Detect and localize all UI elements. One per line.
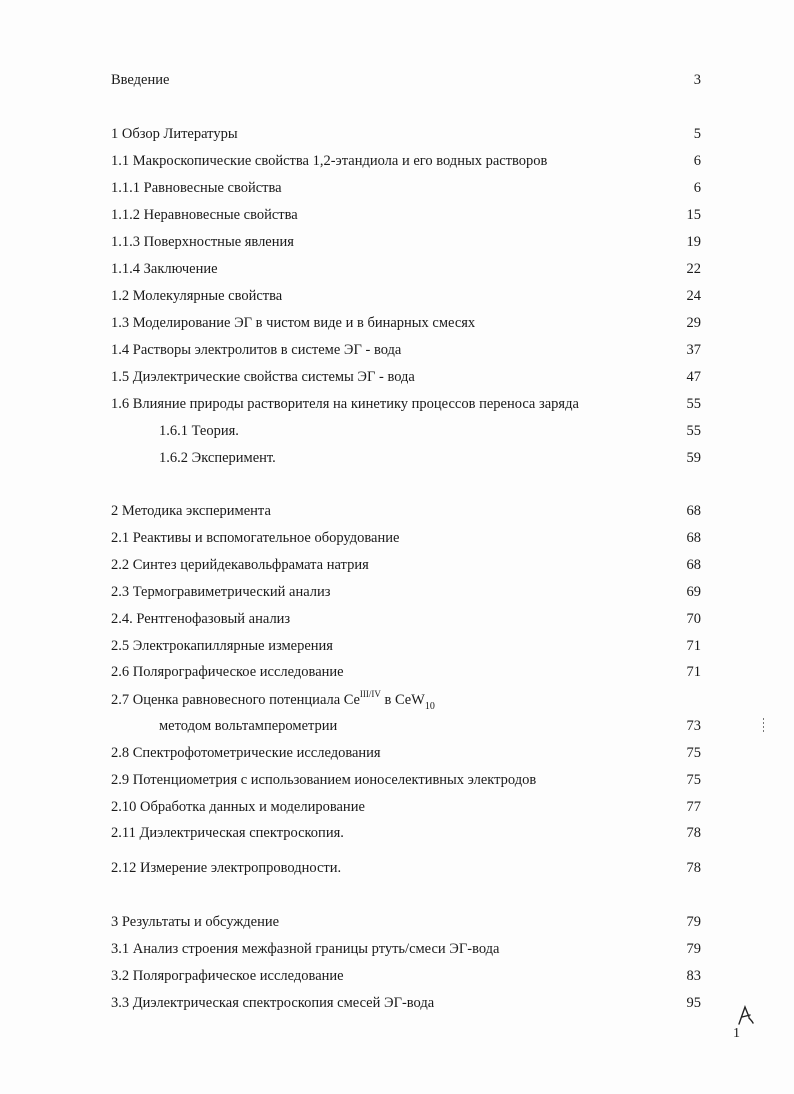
page-number: 1	[733, 1026, 740, 1041]
toc-entry-title: 1 Обзор Литературы	[111, 126, 238, 142]
toc-entry-title: 1.2 Молекулярные свойства	[111, 288, 283, 304]
toc-entry-page: 95	[686, 995, 701, 1011]
toc-entry-3-2	[111, 965, 701, 987]
toc-entry-chapter-1	[111, 123, 701, 145]
toc-entry-page: 83	[686, 968, 701, 984]
toc-entry-1-1-1	[111, 177, 701, 199]
scan-artifact-icon	[761, 717, 766, 733]
toc-entry-2-2	[111, 554, 701, 576]
toc-entry-1-4	[111, 339, 701, 361]
toc-entry-title: 1.1 Макроскопические свойства 1,2-этандиола и его водных растворов	[111, 153, 548, 169]
toc-entry-1-1-3	[111, 231, 701, 253]
toc-entry-page: 68	[686, 530, 701, 546]
toc-entry-page: 6	[693, 153, 701, 169]
toc-entry-title: 1.6 Влияние природы растворителя на кинетику процессов переноса заряда	[111, 396, 579, 412]
toc-entry-page: 71	[686, 664, 701, 680]
toc-entry-page: 68	[686, 503, 701, 519]
toc-entry-title: 2.6 Полярографическое исследование	[111, 664, 344, 680]
toc-entry-3-1	[111, 938, 701, 960]
toc-entry-title: 1.1.1 Равновесные свойства	[111, 180, 282, 196]
toc-entry-page: 79	[686, 941, 701, 957]
toc-entry-1-6-1	[159, 420, 701, 442]
toc-entry-page: 68	[686, 557, 701, 573]
toc-entry-page: 19	[686, 234, 701, 250]
toc-entry-2-1	[111, 527, 701, 549]
toc-entry-page: 55	[686, 396, 701, 412]
toc-entry-2-9	[111, 769, 701, 791]
toc-entry-chapter-3	[111, 911, 701, 933]
toc-entry-2-12	[111, 857, 701, 879]
toc-entry-title: 1.1.3 Поверхностные явления	[111, 234, 294, 250]
toc-entry-page: 75	[686, 772, 701, 788]
toc-entry-page: 77	[686, 799, 701, 815]
toc-entry-2-6	[111, 661, 701, 683]
toc-entry-page: 75	[686, 745, 701, 761]
toc-entry-title: 2.10 Обработка данных и моделирование	[111, 799, 365, 815]
toc-entry-2-7-cont	[159, 715, 701, 737]
toc-entry-title: 2.2 Синтез церийдекавольфрамата натрия	[111, 557, 369, 573]
toc-entry-title: 2.7 Оценка равновесного потенциала $Ce^{III/IV}$ в CeW$_{10}$	[111, 689, 435, 712]
toc-entry-page: 55	[686, 423, 701, 439]
toc-entry-1-2	[111, 285, 701, 307]
toc-entry-2-8	[111, 742, 701, 764]
toc-entry-page: 71	[686, 638, 701, 654]
toc-entry-title: 1.6.2 Эксперимент.	[159, 450, 276, 466]
toc-entry-page: 47	[686, 369, 701, 385]
toc-entry-title: 3.1 Анализ строения межфазной границы ртуть/смеси ЭГ-вода	[111, 941, 500, 957]
toc-entry-title: 2.12 Измерение электропроводности.	[111, 860, 342, 876]
toc-entry-title: 2.9 Потенциометрия с использованием ионоселективных электродов	[111, 772, 537, 788]
toc-entry-3-3	[111, 992, 701, 1014]
toc-entry-page: 15	[686, 207, 701, 223]
toc-entry-page: 59	[686, 450, 701, 466]
toc-entry-title: 3.2 Полярографическое исследование	[111, 968, 344, 984]
toc-entry-2-11	[111, 822, 701, 844]
toc-entry-page: 70	[686, 611, 701, 627]
toc-entry-title: методом вольтамперометрии	[159, 718, 338, 734]
toc-entry-1-1-2	[111, 204, 701, 226]
toc-entry-1-3	[111, 312, 701, 334]
toc-entry-title: 1.1.4 Заключение	[111, 261, 218, 277]
toc-entry-page: 24	[686, 288, 701, 304]
toc-entry-page: 22	[686, 261, 701, 277]
toc-entry-title: 2.8 Спектрофотометрические исследования	[111, 745, 381, 761]
toc-entry-2-7	[111, 689, 701, 711]
toc-entry-page: 6	[693, 180, 701, 196]
toc-entry-title: 1.5 Диэлектрические свойства системы ЭГ - вода	[111, 369, 415, 385]
toc-entry-2-3	[111, 581, 701, 603]
toc-entry-page: 5	[693, 126, 701, 142]
toc-entry-title: 1.6.1 Теория.	[159, 423, 239, 439]
toc-entry-page: 37	[686, 342, 701, 358]
toc-entry-page: 69	[686, 584, 701, 600]
toc-entry-page: 3	[693, 72, 701, 88]
toc-entry-introduction	[111, 69, 701, 91]
toc-entry-page: 79	[686, 914, 701, 930]
toc-entry-page: 78	[686, 860, 701, 876]
toc-entry-title: 3 Результаты и обсуждение	[111, 914, 280, 930]
toc-entry-title: 2.4. Рентгенофазовый анализ	[111, 611, 291, 627]
toc-entry-title: 3.3 Диэлектрическая спектроскопия смесей ЭГ-вода	[111, 995, 435, 1011]
toc-entry-title: 2.3 Термогравиметрический анализ	[111, 584, 331, 600]
toc-entry-1-6-2	[159, 447, 701, 469]
handwritten-mark-icon	[737, 1004, 755, 1026]
toc-entry-title: 2.11 Диэлектрическая спектроскопия.	[111, 825, 344, 841]
toc-entry-chapter-2	[111, 500, 701, 522]
toc-entry-1-1	[111, 150, 701, 172]
toc-entry-page: 78	[686, 825, 701, 841]
toc-entry-title: 2 Методика эксперимента	[111, 503, 271, 519]
toc-entry-1-5	[111, 366, 701, 388]
toc-entry-2-4	[111, 608, 701, 630]
toc-entry-page: 29	[686, 315, 701, 331]
toc-entry-title: 2.1 Реактивы и вспомогательное оборудование	[111, 530, 400, 546]
toc-entry-title: 1.3 Моделирование ЭГ в чистом виде и в бинарных смесях	[111, 315, 476, 331]
toc-entry-title: 2.5 Электрокапиллярные измерения	[111, 638, 333, 654]
toc-entry-title: Введение	[111, 72, 170, 88]
toc-entry-2-10	[111, 796, 701, 818]
toc-entry-1-1-4	[111, 258, 701, 280]
toc-entry-title: 1.1.2 Неравновесные свойства	[111, 207, 298, 223]
toc-entry-title: 1.4 Растворы электролитов в системе ЭГ - вода	[111, 342, 402, 358]
toc-entry-page: 73	[686, 718, 701, 734]
toc-entry-2-5	[111, 635, 701, 657]
toc-entry-1-6	[111, 393, 701, 415]
